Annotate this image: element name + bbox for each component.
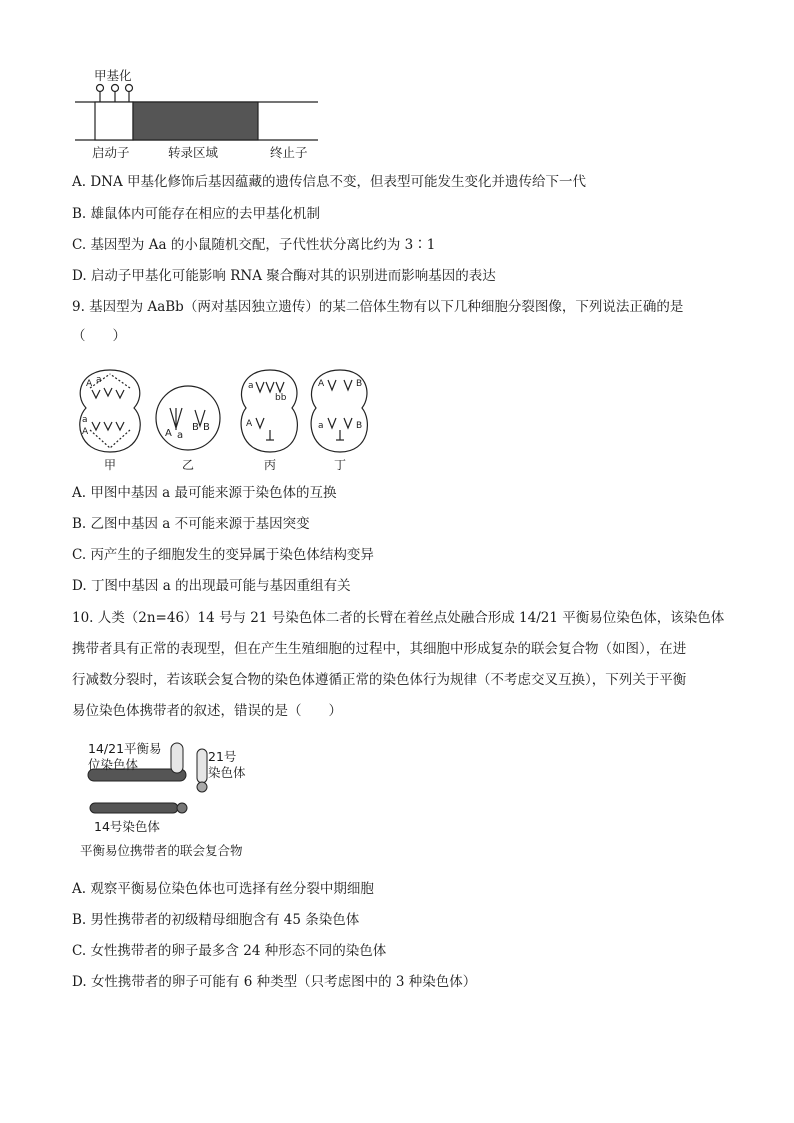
q10-stem-line4: 易位染色体携带者的叙述，错误的是（ ） [72,703,342,719]
svg-text:B: B [192,422,199,433]
q9-option-d: D. 丁图中基因 a 的出现最可能与基因重组有关 [72,578,351,594]
svg-text:A: A [165,428,172,439]
synaptic-complex-figure [78,735,298,865]
q10-stem-line1: 10. 人类（2n=46）14 号与 21 号染色体二者的长臂在着丝点处融合形成 14/21 平衡易位染色体，该染色体 [72,610,725,626]
q9-stem-line2: （ ） [72,328,126,344]
q9-stem-line1: 9. 基因型为 AaBb（两对基因独立遗传）的某二倍体生物有以下几种细胞分裂图像，下列说法正确的是 [72,299,684,315]
svg-text:a: a [248,381,254,391]
q10-stem-line3: 行减数分裂时，若该联会复合物的染色体遵循正常的染色体行为规律（不考虑交叉互换），下列关于平衡 [72,672,687,688]
cell-label-ding: 丁 [334,458,347,472]
chr21-label-1: 21号 [208,749,237,764]
q10-option-d: D. 女性携带者的卵子可能有 6 种类型（只考虑图中的 3 种染色体） [72,974,477,990]
q9-option-b: B. 乙图中基因 a 不可能来源于基因突变 [72,516,310,532]
svg-text:a: a [82,415,88,425]
q8-option-d: D. 启动子甲基化可能影响 RNA 聚合酶对其的识别进而影响基因的表达 [72,268,496,284]
svg-text:A: A [86,379,93,389]
q8-option-a: A. DNA 甲基化修饰后基因蕴藏的遗传信息不变，但表型可能发生变化并遗传给下一代 [72,174,587,190]
cell-label-yi: 乙 [182,458,195,472]
translocation-label-1: 14/21平衡易 [88,741,162,756]
svg-text:A: A [246,419,253,429]
q10-option-c: C. 女性携带者的卵子最多含 24 种形态不同的染色体 [72,943,387,959]
svg-text:A: A [318,379,325,389]
svg-text:B: B [203,422,210,433]
promoter-label: 启动子 [92,145,130,160]
synaptic-complex-caption: 平衡易位携带者的联会复合物 [80,843,243,858]
svg-text:bb: bb [275,393,287,403]
methylation-figure [70,60,330,160]
svg-text:B: B [356,379,363,389]
chr14-label: 14号染色体 [94,819,160,834]
svg-text:a: a [177,430,184,441]
terminator-label: 终止子 [270,145,308,160]
svg-text:a: a [318,421,324,431]
transcription-label: 转录区域 [168,145,219,160]
q10-option-b: B. 男性携带者的初级精母细胞含有 45 条染色体 [72,912,360,928]
q9-option-a: A. 甲图中基因 a 最可能来源于染色体的互换 [72,485,337,501]
svg-text:B: B [356,421,363,431]
cell-label-jia: 甲 [104,458,117,472]
q9-option-c: C. 丙产生的子细胞发生的变异属于染色体结构变异 [72,547,374,563]
cell-division-figure [70,360,380,475]
chr21-label-2: 染色体 [208,765,246,780]
cell-label-bing: 丙 [264,458,277,472]
q10-option-a: A. 观察平衡易位染色体也可选择有丝分裂中期细胞 [72,881,374,897]
q8-option-c: C. 基因型为 Aa 的小鼠随机交配，子代性状分离比约为 3∶1 [72,237,436,253]
svg-text:A: A [82,427,89,437]
q8-option-b: B. 雄鼠体内可能存在相应的去甲基化机制 [72,206,321,222]
methyl-label: 甲基化 [94,68,132,83]
svg-text:a: a [96,375,102,385]
translocation-label-2: 位染色体 [88,757,139,772]
q10-stem-line2: 携带者具有正常的表现型，但在产生生殖细胞的过程中，其细胞中形成复杂的联会复合物（如图），在进 [72,641,687,657]
